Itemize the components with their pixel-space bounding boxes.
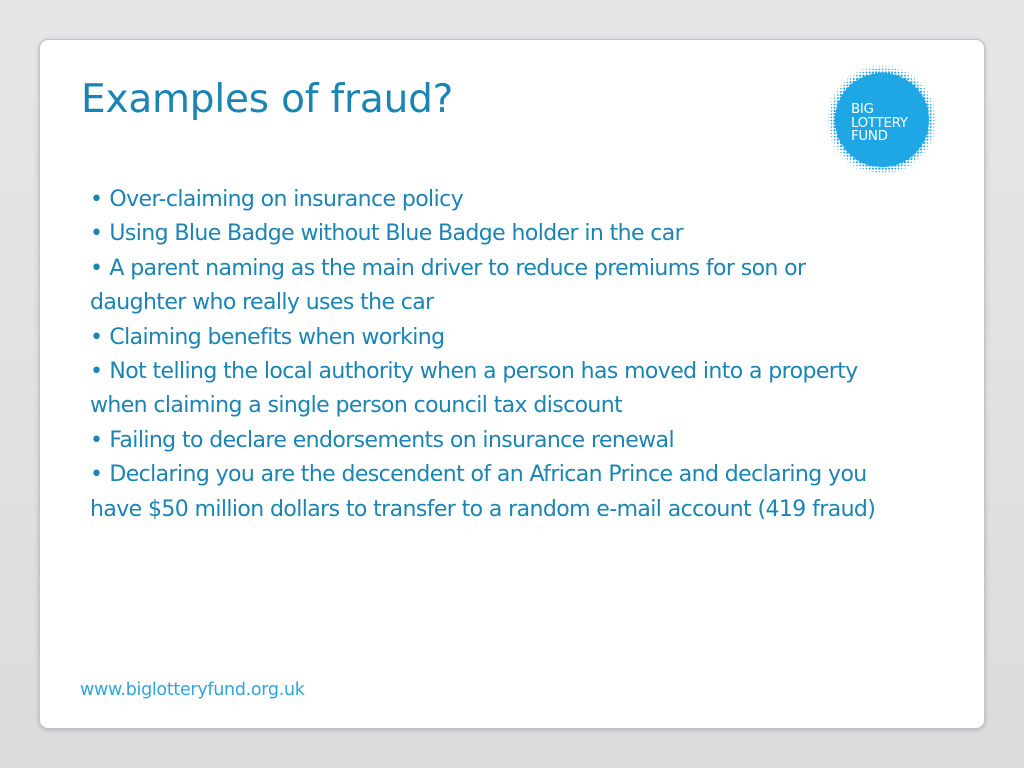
logo-dot: [926, 100, 928, 102]
logo-dot: [888, 171, 889, 172]
logo-dot: [888, 168, 890, 170]
logo-dot: [933, 136, 934, 137]
logo-dot: [869, 72, 871, 74]
logo-dot: [844, 159, 845, 160]
logo-dot: [881, 167, 883, 169]
logo-dot: [885, 171, 886, 172]
logo-dot: [892, 66, 893, 67]
logo-dot: [834, 132, 836, 134]
logo-dot: [933, 126, 934, 127]
logo-dot: [937, 117, 938, 118]
logo-dot: [831, 126, 833, 128]
logo-dot: [929, 119, 931, 121]
logo-dot: [875, 69, 877, 71]
logo-dot: [891, 69, 892, 70]
logo-dot: [837, 145, 838, 146]
bullet-item: [90, 217, 890, 251]
logo-dot: [841, 155, 842, 156]
logo-dot: [834, 107, 836, 109]
logo-dot: [840, 149, 842, 151]
logo-dot: [923, 145, 925, 147]
logo-dot: [831, 98, 832, 99]
logo-dot: [853, 161, 855, 163]
logo-dot: [847, 81, 849, 83]
logo-dot: [831, 120, 833, 122]
logo-dot: [828, 111, 829, 112]
bullet-item: [90, 458, 890, 527]
logo-dot: [926, 139, 928, 141]
logo-dot: [914, 78, 915, 79]
logo-dot: [828, 114, 829, 115]
logo-text-big: BIG: [851, 102, 874, 117]
logo-dot: [885, 66, 886, 67]
logo-dot: [927, 142, 929, 144]
bullet-item: [90, 355, 890, 424]
logo-dot: [831, 113, 833, 115]
logo-dot: [917, 79, 918, 80]
logo-dot: [933, 120, 934, 121]
logo-dot: [841, 85, 842, 86]
bullet-glyph: •: [90, 187, 103, 212]
logo-dot: [933, 117, 934, 118]
logo-dot: [930, 113, 932, 115]
logo-dot: [889, 66, 890, 67]
logo-dot: [831, 136, 832, 137]
logo-dot: [930, 104, 932, 106]
logo-dot: [828, 127, 829, 128]
bullet-glyph: •: [90, 359, 103, 385]
logo-dot: [831, 139, 832, 140]
logo-dot: [847, 79, 848, 80]
logo-dot: [930, 98, 931, 99]
logo-dot: [866, 171, 867, 172]
logo-dot: [901, 168, 902, 169]
logo-dot: [920, 85, 921, 86]
footer-url: www.biglotteryfund.org.uk: [80, 680, 305, 700]
logo-dot: [885, 69, 887, 71]
logo-dot: [917, 82, 918, 83]
bullet-glyph: •: [90, 462, 103, 488]
logo-dot: [901, 69, 902, 70]
logo-dot: [917, 84, 919, 86]
logo-dot: [911, 161, 912, 162]
logo-dot: [917, 158, 918, 159]
logo-dot: [930, 116, 932, 118]
logo-dot: [904, 165, 906, 167]
logo-dot: [831, 117, 833, 119]
bullet-text: Over-claiming on insurance policy: [109, 187, 464, 212]
logo-dot: [930, 136, 931, 137]
logo-dot: [904, 75, 906, 77]
logo-dot: [895, 171, 896, 172]
logo-dot: [856, 165, 857, 166]
logo-dot: [885, 168, 887, 170]
logo-dot: [875, 168, 877, 170]
logo-dot: [888, 69, 890, 71]
logo-dot: [933, 123, 934, 124]
logo-dot: [850, 81, 852, 83]
logo-dot: [872, 168, 874, 170]
logo-dot: [882, 66, 883, 67]
logo-dot: [927, 149, 928, 150]
bullet-glyph: •: [90, 427, 103, 453]
logo-dot: [933, 114, 934, 115]
logo-dot: [847, 158, 848, 159]
logo-dot: [866, 69, 867, 70]
logo-dot: [930, 143, 931, 144]
logo-dot: [914, 158, 916, 160]
logo-dot: [920, 152, 922, 154]
logo-dot: [911, 75, 912, 76]
logo-dot: [930, 139, 931, 140]
logo-dot: [857, 168, 858, 169]
logo-dot: [934, 101, 935, 102]
logo-dot: [850, 158, 852, 160]
logo-dot: [856, 161, 858, 163]
logo-dot: [911, 78, 913, 80]
logo-dot: [837, 94, 839, 96]
slide: [40, 40, 984, 728]
logo-dot: [866, 168, 868, 170]
logo-dot: [840, 88, 841, 89]
logo-dot: [831, 107, 832, 108]
logo-dot: [872, 171, 873, 172]
logo-dot: [882, 171, 883, 172]
logo-dot: [869, 69, 870, 70]
logo-dot: [927, 97, 929, 99]
logo-dot: [846, 84, 848, 86]
bullet-glyph: •: [90, 324, 103, 350]
logo-dot: [876, 171, 877, 172]
logo-dot: [894, 72, 896, 74]
logo-dot: [930, 110, 932, 112]
logo-dot: [840, 152, 841, 153]
logo-dot: [920, 148, 922, 150]
logo-dot: [869, 171, 870, 172]
logo-dot: [857, 72, 858, 73]
logo-dot: [930, 133, 932, 135]
logo-dot: [831, 133, 832, 134]
bullet-text: Declaring you are the descendent of an African Prince and declaring you have $50 million dollars to transfer to a random e-mail account (419 fraud): [90, 462, 876, 522]
logo-dot: [859, 165, 861, 167]
bullet-text: A parent naming as the main driver to reduce premiums for son or daughter who really uses the car: [90, 255, 806, 316]
logo-dot: [834, 142, 835, 143]
bullet-text: Failing to declare endorsements on insurance renewal: [109, 427, 674, 453]
logo-dot: [930, 107, 932, 109]
logo-dot: [937, 120, 938, 121]
logo-dot: [828, 130, 829, 131]
logo-dot: [908, 72, 909, 73]
logo-dot: [904, 72, 905, 73]
logo-dot: [828, 117, 829, 118]
logo-dot: [895, 69, 896, 70]
logo-text: [851, 103, 908, 144]
logo-dot: [907, 75, 908, 76]
logo-dot: [850, 78, 851, 79]
logo-dot: [897, 164, 899, 166]
logo-dot: [834, 101, 836, 103]
logo-dot: [834, 136, 836, 138]
logo-dot: [933, 107, 934, 108]
logo-dot: [840, 145, 842, 147]
logo-dot: [891, 71, 893, 73]
logo-dot: [847, 162, 848, 163]
logo-dot: [833, 129, 835, 131]
logo-dot: [913, 155, 915, 157]
logo-dot: [924, 152, 925, 153]
logo-dot: [837, 139, 839, 141]
logo-dot: [879, 171, 880, 172]
logo-dot: [863, 69, 864, 70]
logo-dot: [860, 168, 861, 169]
logo-dot: [872, 69, 873, 70]
logo-text-fund: FUND: [851, 129, 888, 145]
logo-dot: [920, 88, 922, 90]
logo-dot: [927, 91, 928, 92]
logo-dot: [921, 82, 922, 83]
logo-dot: [831, 123, 833, 125]
logo-dot: [907, 161, 909, 163]
logo-dot: [914, 76, 915, 77]
logo-dot: [895, 168, 897, 170]
logo-dot: [901, 72, 902, 73]
logo-dot: [834, 139, 835, 140]
logo-dot: [930, 123, 932, 125]
logo-dot: [837, 97, 839, 99]
bullet-item: [90, 252, 890, 321]
logo-dot: [892, 171, 893, 172]
bullet-glyph: •: [90, 255, 103, 281]
logo-dot: [876, 66, 877, 67]
logo-dot: [860, 69, 861, 70]
logo-dot: [831, 129, 832, 130]
logo-dot: [872, 71, 874, 73]
bullet-text: Not telling the local authority when a person has moved into a property when claiming a single person council tax discount: [90, 359, 858, 419]
logo-dot: [923, 94, 925, 96]
bullet-item: [90, 424, 890, 458]
logo-dot: [834, 104, 836, 106]
logo-dot: [843, 85, 845, 87]
logo-dot: [933, 133, 934, 134]
logo-dot: [844, 155, 845, 156]
logo-dot: [911, 165, 912, 166]
logo-dot: [907, 78, 909, 80]
logo-dot: [837, 142, 839, 144]
logo-dot: [882, 69, 884, 71]
logo-dot: [862, 164, 864, 166]
bullet-glyph: •: [90, 221, 103, 247]
logo-dot: [863, 172, 864, 173]
logo-dot: [898, 168, 899, 169]
logo-dot: [863, 168, 864, 169]
logo-dot: [850, 75, 851, 76]
logo-dot: [927, 94, 928, 95]
logo-dot: [924, 85, 925, 86]
logo-dot: [831, 110, 832, 111]
logo-dot: [917, 151, 919, 153]
logo-dot: [933, 130, 934, 131]
logo-dot: [873, 66, 874, 67]
logo-dot: [908, 165, 909, 166]
logo-dot: [930, 101, 931, 102]
logo-dot: [879, 175, 880, 176]
logo-dot: [926, 135, 928, 137]
logo-dot: [843, 152, 845, 154]
logo-dot: [933, 104, 934, 105]
slide-title: Examples of fraud?: [81, 77, 454, 122]
logo-dot: [882, 175, 883, 176]
logo-dot: [840, 91, 842, 93]
logo-dot: [920, 155, 921, 156]
bullet-text: Claiming benefits when working: [109, 324, 445, 350]
logo-dot: [901, 164, 903, 166]
logo-dot: [866, 72, 868, 74]
logo-dot: [923, 91, 925, 93]
logo-dot: [930, 95, 931, 96]
logo-dot: [828, 123, 829, 124]
logo-dot: [891, 168, 893, 170]
logo-dot: [838, 152, 839, 153]
logo-dot: [831, 101, 832, 102]
logo-dot: [860, 72, 861, 73]
logo-dot: [843, 88, 845, 90]
logo-dot: [914, 81, 916, 83]
logo-dot: [898, 171, 899, 172]
bullet-item: [90, 321, 890, 355]
logo-text-lottery: LOTTERY: [851, 115, 908, 131]
bullet-text: Using Blue Badge without Blue Badge holder in the car: [109, 221, 684, 247]
logo-dot: [933, 110, 934, 111]
logo-dot: [927, 146, 928, 147]
logo-dot: [923, 149, 924, 150]
logo-dot: [869, 168, 871, 170]
logo-dot: [837, 88, 838, 89]
logo-dot: [833, 110, 835, 112]
logo-dot: [828, 120, 829, 121]
logo-dot: [917, 155, 919, 157]
bullet-item: [90, 183, 890, 217]
logo-dot: [853, 75, 854, 76]
logo-dot: [924, 88, 925, 89]
logo-dot: [831, 104, 832, 105]
logo-dot: [879, 69, 881, 71]
logo-dot: [856, 75, 858, 77]
logo-dot: [859, 75, 861, 77]
logo-dot: [844, 82, 845, 83]
logo-dot: [846, 155, 848, 157]
logo-dot: [930, 129, 932, 131]
bullet-list: [90, 183, 890, 527]
logo-dot: [905, 168, 906, 169]
big-lottery-fund-logo: [824, 62, 940, 178]
logo-dot: [837, 91, 838, 92]
logo-dot: [930, 126, 932, 128]
logo-dot: [834, 95, 835, 96]
logo-dot: [834, 146, 835, 147]
logo-dot: [850, 162, 851, 163]
logo-dot: [853, 78, 855, 80]
logo-dot: [863, 72, 865, 74]
logo-dot: [901, 75, 903, 77]
logo-dot: [834, 98, 835, 99]
logo-dot: [879, 66, 880, 67]
logo-dot: [914, 162, 915, 163]
logo-dot: [837, 149, 838, 150]
logo-dot: [898, 72, 900, 74]
logo-dot: [853, 165, 854, 166]
logo-dot: [910, 158, 912, 160]
logo-dot: [898, 69, 899, 70]
logo-dot: [878, 168, 880, 170]
